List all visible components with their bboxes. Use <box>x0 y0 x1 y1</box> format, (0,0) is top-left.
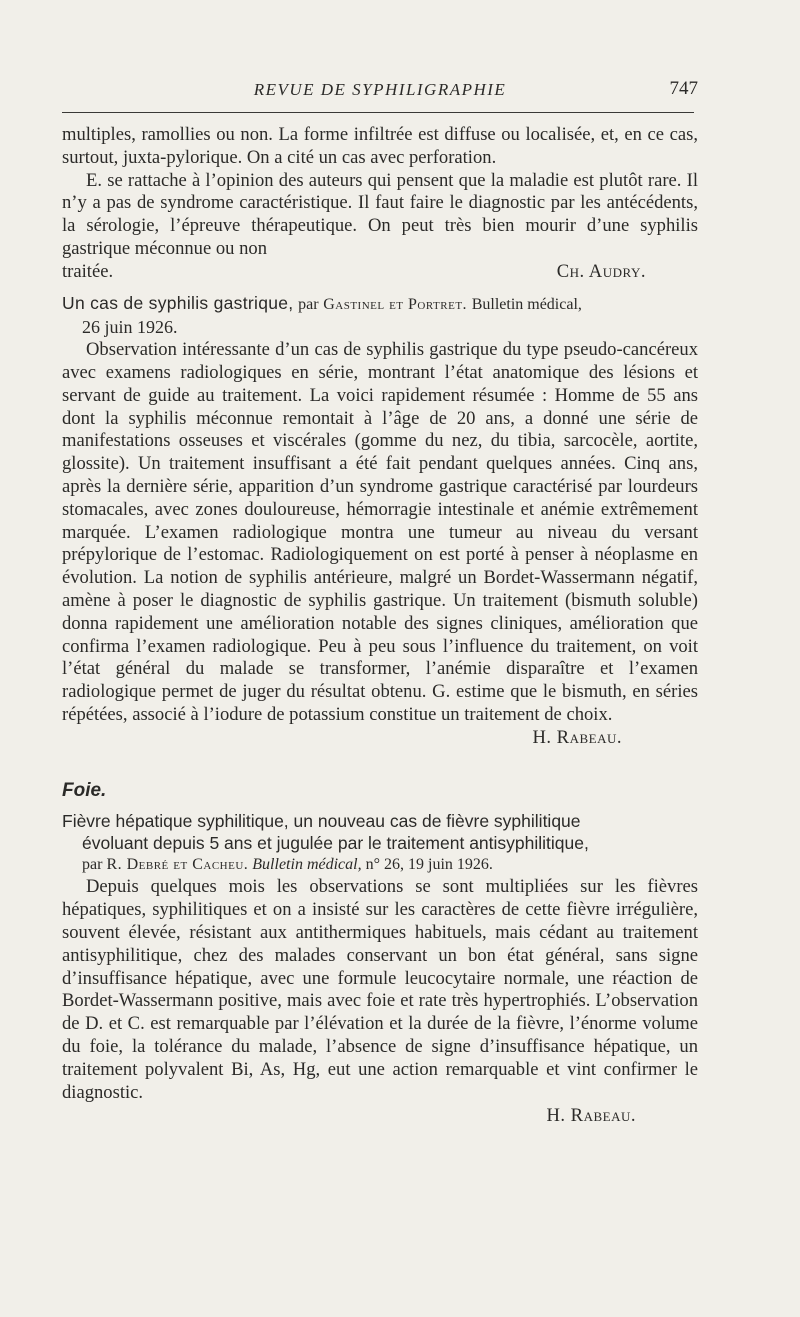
article1-heading <box>62 292 698 317</box>
article1-date: 26 juin 1926. <box>82 317 178 338</box>
prev-article-paragraph-2: E. se rattache à l’opinion des auteurs qui pensent que la maladie est plutôt rare. Il n’y a pas de syndrome caractéristique. Il faut faire le diagnostic par les antécédents, la sérologie, l’épreuve thérapeutique. On peut très bien mourir d’une syphilis gastrique méconnue ou non <box>62 169 698 259</box>
article2-byline <box>62 854 698 876</box>
article1-signature-line <box>62 727 698 750</box>
article2-title-line-2: évoluant depuis 5 ans et jugulée par le traitement antisyphilitique, <box>82 832 589 853</box>
prev-article-last-line <box>62 261 698 284</box>
article2-title-line-1: Fièvre hépatique syphilitique, un nouveau cas de fièvre syphilitique <box>62 810 581 831</box>
page-body <box>62 124 698 1128</box>
article2-par: par <box>82 856 103 874</box>
article1-par: par <box>298 295 319 313</box>
article2-body: Depuis quelques mois les observations se sont multipliées sur les fièvres hépatiques, syphilitiques et on a insisté sur les caractères de cette fièvre irrégulière, souvent élevée, résistant aux antithermiques habituels, mais cédant au traitement antisyphilitique, chez des malades conservant un bon état général, sans signe d’insuffisance hépatique, avec une formule leucocytaire normale, une réaction de Bordet-Wassermann positive, mais avec foie et rate très hypertrophiés. L’observation de D. et C. est remarquable par l’élévation et la durée de la fièvre, l’énorme volume du foie, la tolérance du malade, l’absence de signe d’insuffisance hépatique, un traitement polyvalent Bi, As, Hg, eut une action remarquable et vint confirmer le diagnostic. <box>62 876 698 1103</box>
article2-authors: R. Debré et Cacheu. <box>106 856 249 874</box>
prev-article-last-word: traitée. <box>62 260 114 282</box>
article2-title <box>62 810 698 855</box>
section-title: Foie. <box>62 779 107 801</box>
article1-body: Observation intéressante d’un cas de syphilis gastrique du type pseudo-cancéreux avec examens radiologiques en série, montrant l’état anatomique des lésions et servant de guide au traitement. La voici rapidement résumée : Homme de 55 ans dont la syphilis méconnue remontait à l’âge de 20 ans, a donné une série de manifestations osseuses et viscérales (gomme du nez, du tibia, sarcocèle, aortite, glossite). Un traitement insuffisant a été fait pendant quelques années. Cinq ans, après la dernière série, apparition d’un syndrome gastrique caractérisé par lourdeurs stomacales, avec zones douloureuse, hémorragie intestinale et anémie extrêmement marquée. L’examen radiologique montra une tumeur au niveau du versant prépylorique de l’estomac. Radiologiquement on est porté à penser à néoplasme en évolution. La notion de syphilis antérieure, malgré un Bordet-Wassermann négatif, amène à poser le diagnostic de syphilis gastrique. Un traitement (bismuth soluble) donna rapidement une amélioration notable des signes cliniques, amélioration que confirma l’examen radiologique. Peu à peu sous l’influence du traitement, on voit l’état général du malade se transformer, l’anémie disparaître et l’examen radiologique permet de juger du résultat obtenu. G. estime que le bismuth, en séries répétées, associé à l’iodure de potassium constitue un traitement de choix. <box>62 339 698 725</box>
header-rule <box>62 112 694 113</box>
prev-article-signature: Ch. Audry. <box>556 260 646 282</box>
page-header <box>62 76 698 116</box>
article1-authors: Gastinel et Portret. <box>323 295 468 313</box>
page-number: 747 <box>669 78 698 99</box>
prev-article-paragraph-1: multiples, ramollies ou non. La forme infiltrée est diffuse ou localisée, et, en ce cas, surtout, juxta-pylorique. On a cité un cas avec perforation. <box>62 124 698 168</box>
running-title: REVUE DE SYPHILIGRAPHIE <box>253 80 507 99</box>
article2-issue: n° 26, 19 juin 1926. <box>365 856 493 874</box>
article1-signature: H. Rabeau. <box>532 726 622 748</box>
article2-signature: H. Rabeau. <box>546 1105 636 1127</box>
article1-title: Un cas de syphilis gastrique, <box>62 292 294 313</box>
article2-journal: Bulletin médical, <box>252 856 362 874</box>
article1-journal: Bulletin médical, <box>471 295 582 313</box>
